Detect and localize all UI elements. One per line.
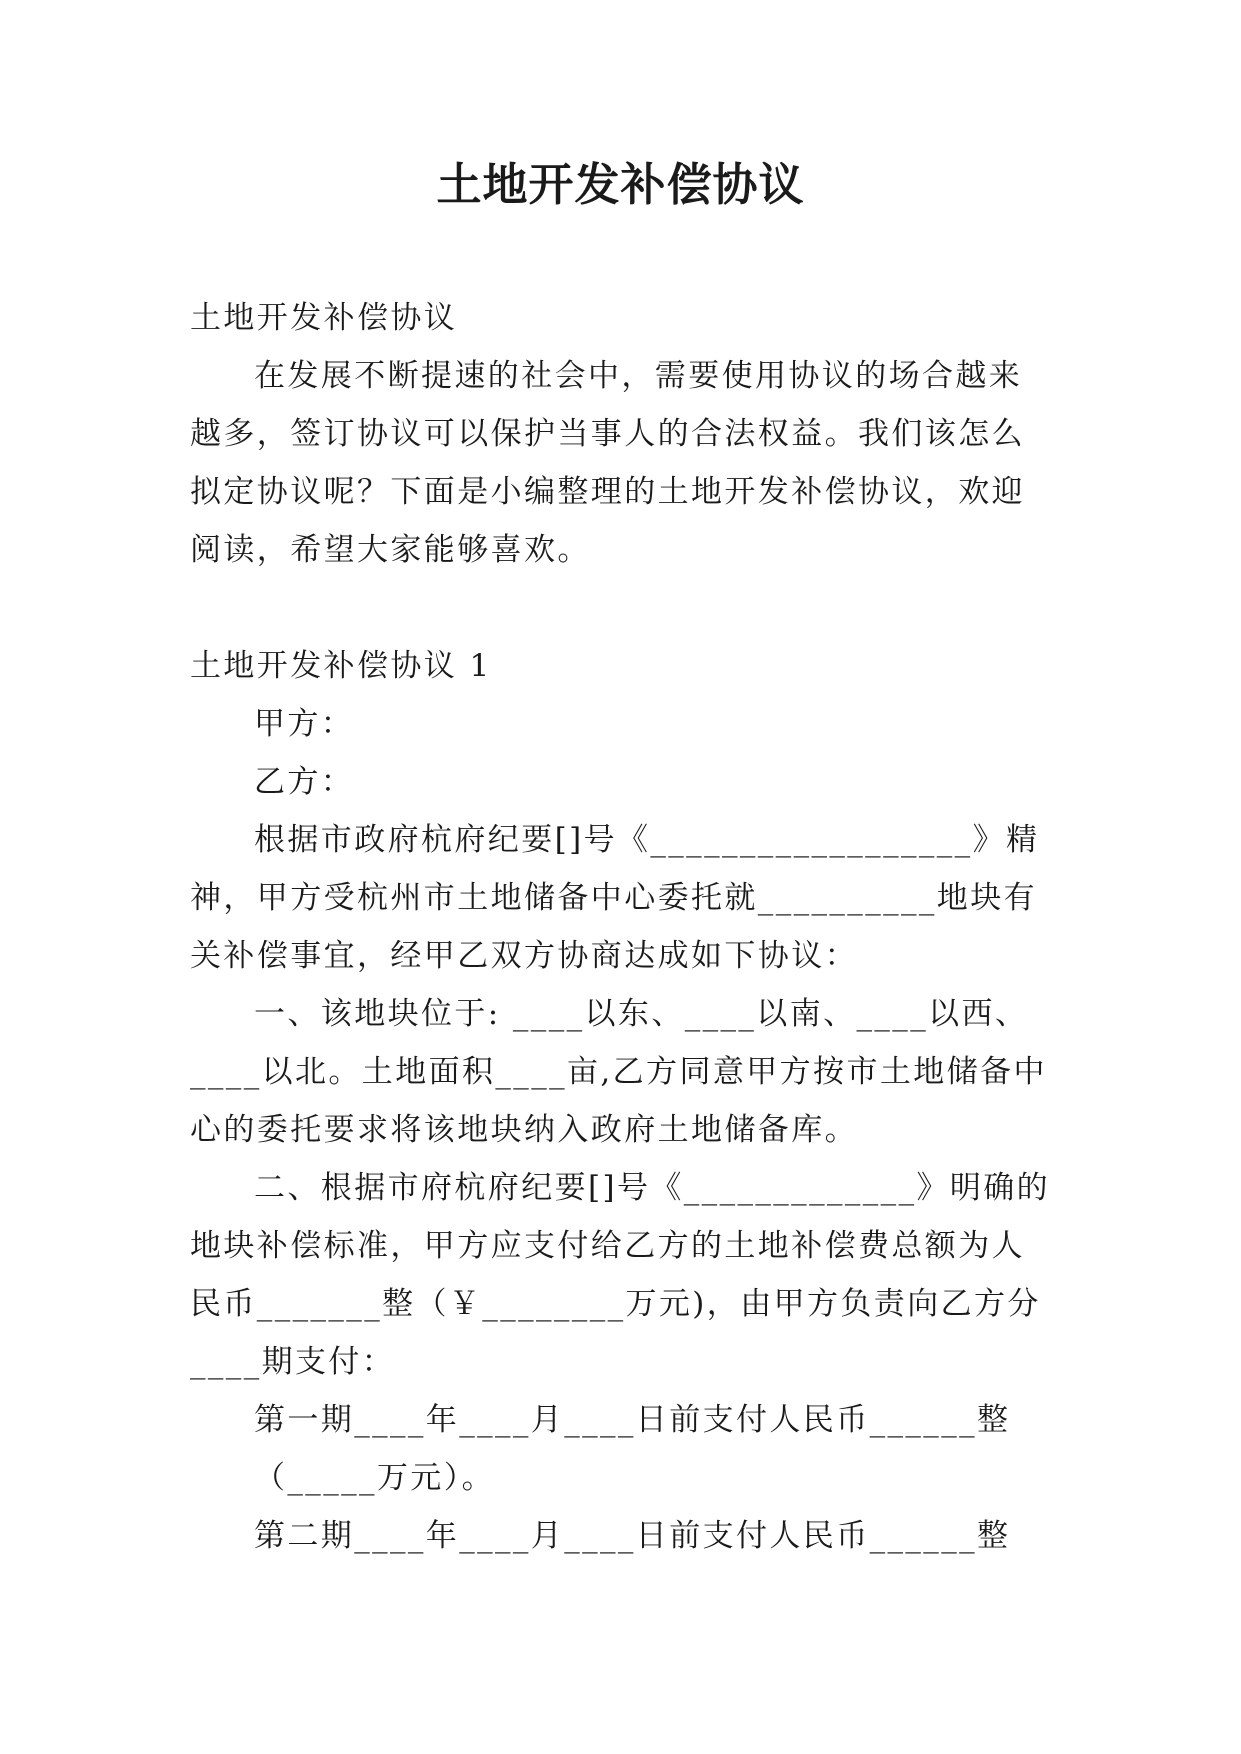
subtitle: 土地开发补偿协议 bbox=[190, 300, 458, 336]
clause-1: 一、该地块位于: ____以东、____以南、____以西、____以北。土地面积____亩,乙方同意甲方按市土地储备中心的委托要求将该地块纳入政府土地储备库。 bbox=[190, 996, 1047, 1148]
section-title: 土地开发补偿协议 1 bbox=[190, 648, 492, 684]
phase-2-line: 第二期____年____月____日前支付人民币______整 bbox=[254, 1518, 1011, 1554]
phase-1-line: 第一期____年____月____日前支付人民币______整 bbox=[254, 1402, 1011, 1438]
basis-paragraph: 根据市政府杭府纪要[]号《__________________》精神，甲方受杭州市土地储备中心委托就__________地块有关补偿事宜，经甲乙双方协商达成如下协议： bbox=[190, 822, 1040, 974]
document-body bbox=[190, 289, 1052, 1565]
document-title: 土地开发补偿协议 bbox=[436, 158, 805, 211]
party-a-line: 甲方： bbox=[254, 706, 355, 742]
phase-1-amount: （_____万元）。 bbox=[254, 1460, 495, 1496]
intro-paragraph: 在发展不断提速的社会中，需要使用协议的场合越来越多，签订协议可以保护当事人的合法权益。我们该怎么拟定协议呢？下面是小编整理的土地开发补偿协议，欢迎阅读，希望大家能够喜欢。 bbox=[190, 358, 1025, 568]
clause-2: 二、根据市府杭府纪要[]号《_____________》明确的地块补偿标准，甲方应支付给乙方的土地补偿费总额为人民币_______整（￥________万元)，由甲方负责向乙方分____期支付： bbox=[190, 1170, 1051, 1380]
blank-line bbox=[190, 579, 1052, 637]
party-b-line: 乙方： bbox=[254, 764, 355, 800]
